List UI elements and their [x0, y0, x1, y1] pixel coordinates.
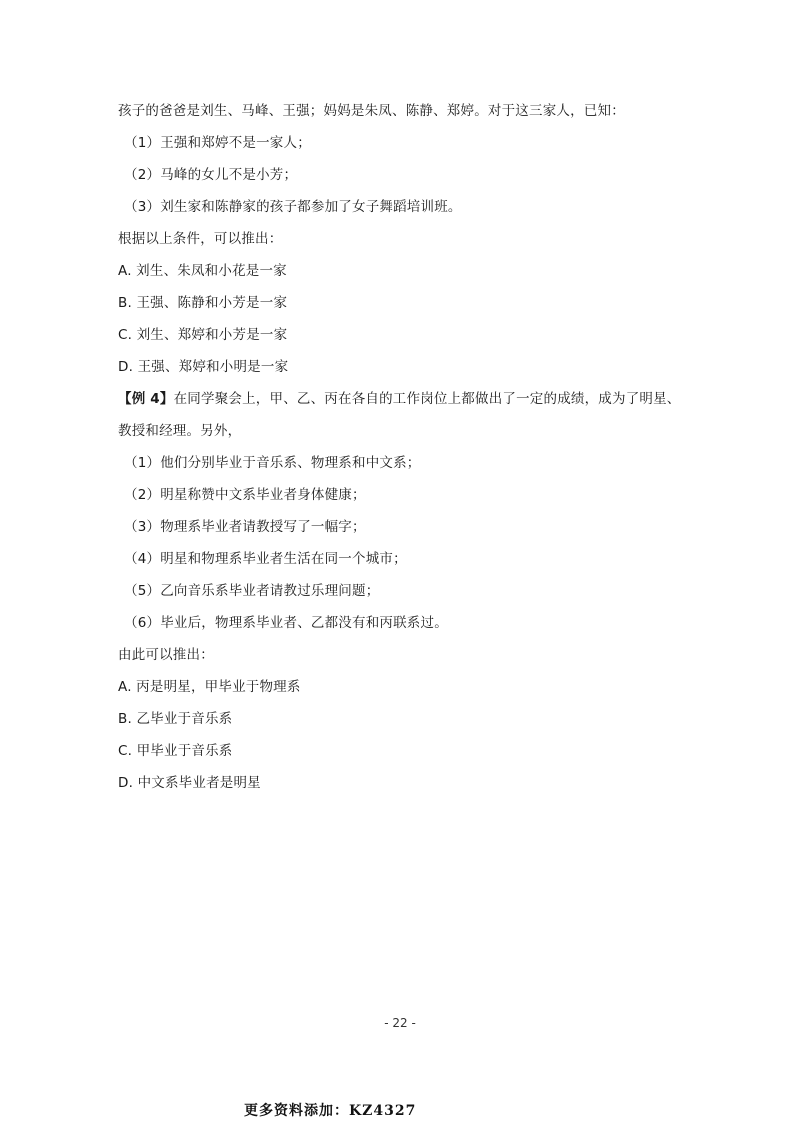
problem3-condition-3: （3）刘生家和陈静家的孩子都参加了女子舞蹈培训班。 [124, 199, 462, 215]
problem4-option-c: C. 甲毕业于音乐系 [118, 743, 233, 759]
problem4-option-d: D. 中文系毕业者是明星 [118, 775, 261, 791]
problem4-option-a: A. 丙是明星，甲毕业于物理系 [118, 679, 301, 695]
problem4-option-b: B. 乙毕业于音乐系 [118, 711, 233, 727]
problem3-option-b: B. 王强、陈静和小芳是一家 [118, 295, 288, 311]
problem3-option-d: D. 王强、郑婷和小明是一家 [118, 359, 289, 375]
problem3-option-a: A. 刘生、朱凤和小花是一家 [118, 263, 287, 279]
problem3-option-c: C. 刘生、郑婷和小芳是一家 [118, 327, 288, 343]
problem4-condition-3: （3）物理系毕业者请教授写了一幅字； [124, 519, 366, 535]
problem3-intro: 孩子的爸爸是刘生、马峰、王强；妈妈是朱凤、陈静、郑婷。对于这三家人，已知： [118, 103, 625, 119]
problem3-condition-2: （2）马峰的女儿不是小芳； [124, 167, 298, 183]
problem3-condition-1: （1）王强和郑婷不是一家人； [124, 135, 311, 151]
problem4-condition-1: （1）他们分别毕业于音乐系、物理系和中文系； [124, 455, 421, 471]
problem4-intro-text: 在同学聚会上，甲、乙、丙在各自的工作岗位上都做出了一定的成绩，成为了明星、 [173, 391, 681, 407]
problem4-intro-line-2: 教授和经理。另外， [118, 423, 242, 439]
problem4-condition-5: （5）乙向音乐系毕业者请教过乐理问题； [124, 583, 380, 599]
problem4-intro-line-1 [118, 390, 681, 408]
problem4-condition-4: （4）明星和物理系毕业者生活在同一个城市； [124, 551, 407, 567]
problem4-condition-6: （6）毕业后，物理系毕业者、乙都没有和丙联系过。 [124, 615, 448, 631]
problem3-prompt: 根据以上条件，可以推出： [118, 231, 283, 247]
problem4-label: 【例 4】 [118, 391, 174, 407]
problem4-condition-2: （2）明星称赞中文系毕业者身体健康； [124, 487, 366, 503]
page-number: - 22 - [384, 1016, 416, 1030]
footer-note: 更多资料添加：KZ4327 [244, 1103, 417, 1119]
problem4-prompt: 由此可以推出： [118, 647, 214, 663]
